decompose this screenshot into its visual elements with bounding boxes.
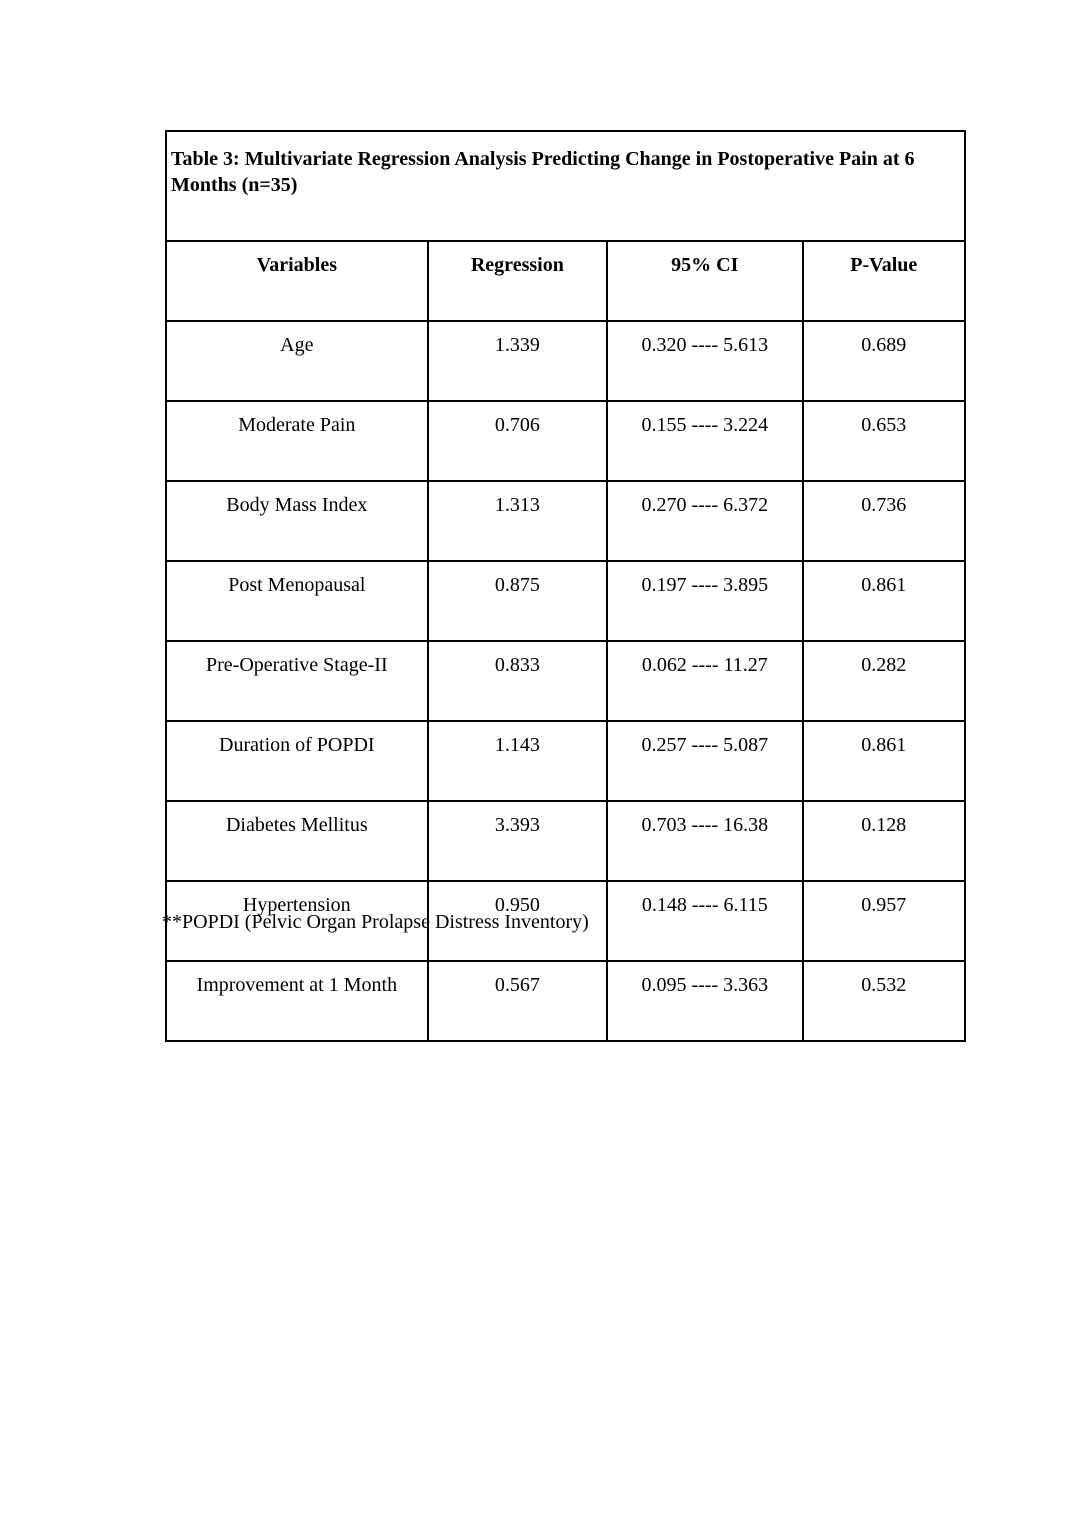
p-value-cell: 0.861 bbox=[803, 561, 965, 641]
p-value-cell: 0.957 bbox=[803, 881, 965, 961]
regression-cell: 0.567 bbox=[428, 961, 607, 1041]
regression-cell: 0.706 bbox=[428, 401, 607, 481]
regression-cell: 0.833 bbox=[428, 641, 607, 721]
header-row bbox=[166, 241, 965, 321]
table-row bbox=[166, 401, 965, 481]
regression-cell: 1.143 bbox=[428, 721, 607, 801]
variable-cell: Diabetes Mellitus bbox=[166, 801, 428, 881]
p-value-cell: 0.736 bbox=[803, 481, 965, 561]
table-caption: Table 3: Multivariate Regression Analysis Predicting Change in Postoperative Pain at 6 Months (n=35) bbox=[166, 131, 965, 241]
variable-cell: Hypertension bbox=[166, 881, 428, 961]
ci-cell: 0.320 ---- 5.613 bbox=[607, 321, 802, 401]
column-header-variables: Variables bbox=[166, 241, 428, 321]
ci-cell: 0.703 ---- 16.38 bbox=[607, 801, 802, 881]
table-row bbox=[166, 481, 965, 561]
table-row bbox=[166, 641, 965, 721]
variable-cell: Pre-Operative Stage-II bbox=[166, 641, 428, 721]
variable-cell: Moderate Pain bbox=[166, 401, 428, 481]
regression-cell: 0.950 bbox=[428, 881, 607, 961]
table-footnote: **POPDI (Pelvic Organ Prolapse Distress Inventory) bbox=[162, 911, 589, 933]
variable-cell: Improvement at 1 Month bbox=[166, 961, 428, 1041]
table-row bbox=[166, 801, 965, 881]
ci-cell: 0.270 ---- 6.372 bbox=[607, 481, 802, 561]
variable-cell: Duration of POPDI bbox=[166, 721, 428, 801]
table-row bbox=[166, 321, 965, 401]
p-value-cell: 0.532 bbox=[803, 961, 965, 1041]
ci-cell: 0.062 ---- 11.27 bbox=[607, 641, 802, 721]
table-row bbox=[166, 721, 965, 801]
column-header-regression: Regression bbox=[428, 241, 607, 321]
caption-row bbox=[166, 131, 965, 241]
variable-cell: Post Menopausal bbox=[166, 561, 428, 641]
ci-cell: 0.095 ---- 3.363 bbox=[607, 961, 802, 1041]
ci-cell: 0.148 ---- 6.115 bbox=[607, 881, 802, 961]
ci-cell: 0.197 ---- 3.895 bbox=[607, 561, 802, 641]
variable-cell: Age bbox=[166, 321, 428, 401]
variable-cell: Body Mass Index bbox=[166, 481, 428, 561]
column-header-ci: 95% CI bbox=[607, 241, 802, 321]
p-value-cell: 0.861 bbox=[803, 721, 965, 801]
ci-cell: 0.155 ---- 3.224 bbox=[607, 401, 802, 481]
regression-cell: 1.339 bbox=[428, 321, 607, 401]
regression-cell: 0.875 bbox=[428, 561, 607, 641]
regression-cell: 1.313 bbox=[428, 481, 607, 561]
p-value-cell: 0.653 bbox=[803, 401, 965, 481]
p-value-cell: 0.689 bbox=[803, 321, 965, 401]
regression-table bbox=[165, 130, 966, 1042]
p-value-cell: 0.282 bbox=[803, 641, 965, 721]
table-row bbox=[166, 561, 965, 641]
p-value-cell: 0.128 bbox=[803, 801, 965, 881]
column-header-p-value: P-Value bbox=[803, 241, 965, 321]
regression-cell: 3.393 bbox=[428, 801, 607, 881]
ci-cell: 0.257 ---- 5.087 bbox=[607, 721, 802, 801]
table-row bbox=[166, 961, 965, 1041]
